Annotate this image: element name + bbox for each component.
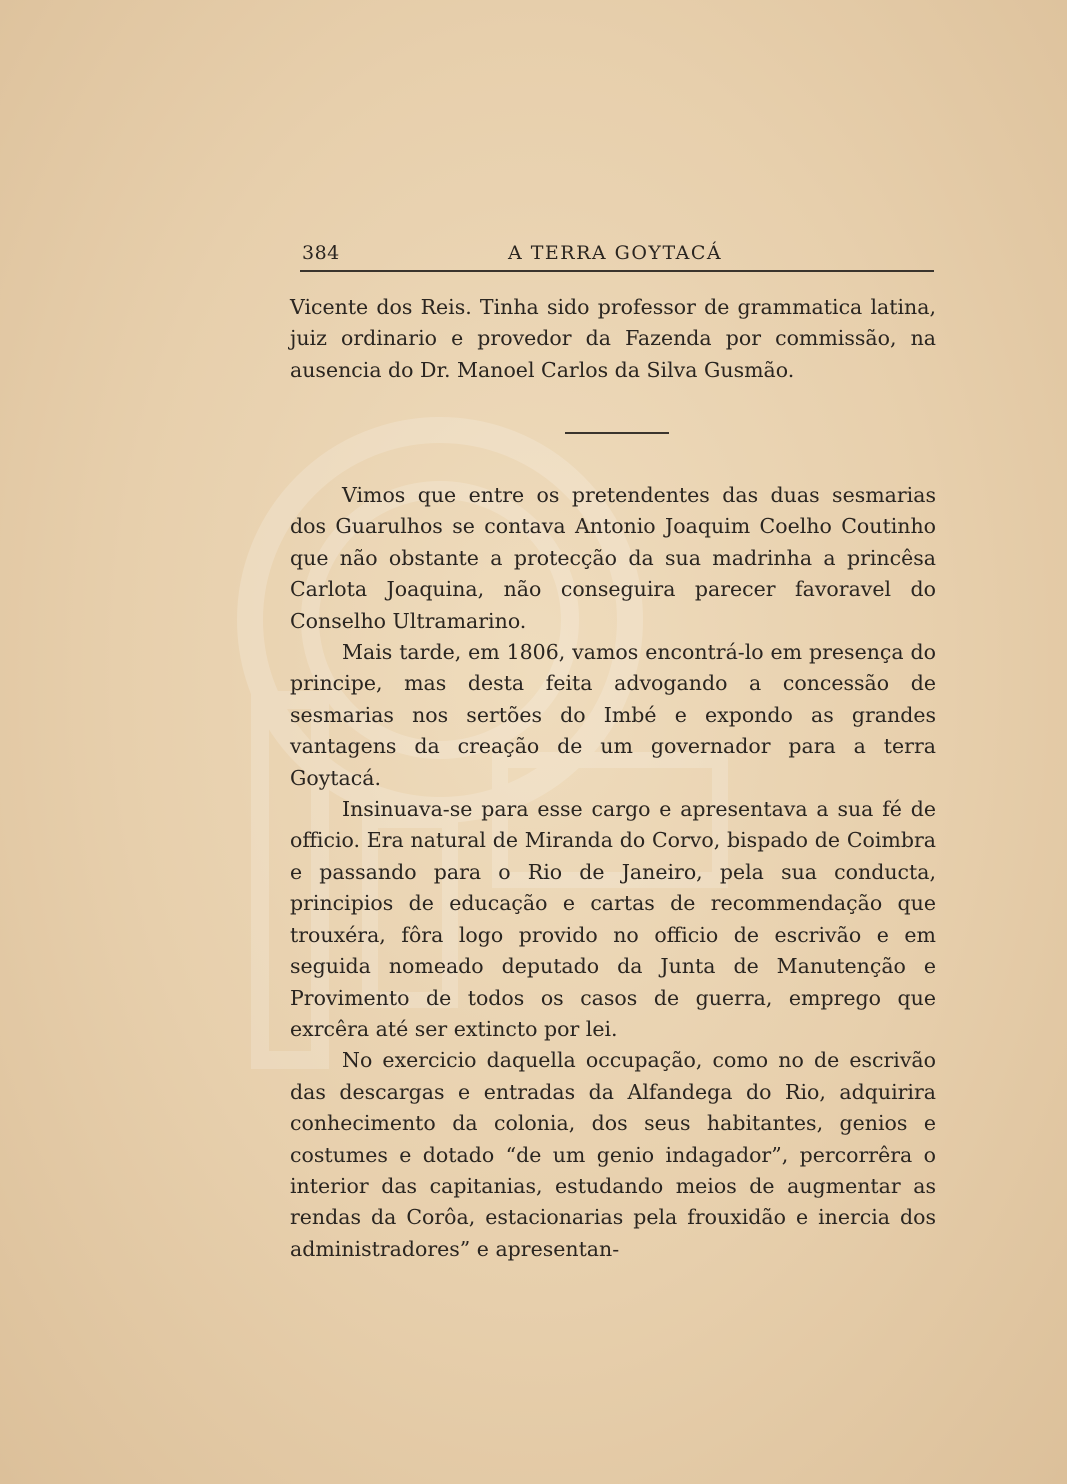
- paragraph: Vicente dos Reis. Tinha sido professor de grammatica latina, juiz ordinario e provedor da Fazenda por commissão, na ausencia do Dr. Manoel Carlos da Silva Gusmão.: [290, 295, 936, 382]
- text-block-main: [290, 480, 936, 1265]
- paragraph: Mais tarde, em 1806, vamos encontrá-lo em presença do principe, mas desta feita advogando a concessão de sesmarias nos sertões do Imbé e expondo as grandes vantagens da creação de um governador para a terra Goytacá.: [290, 640, 936, 790]
- running-title: A TERRA GOYTACÁ: [508, 242, 723, 264]
- paragraph: Insinuava-se para esse cargo e apresentava a sua fé de officio. Era natural de Miranda do Corvo, bispado de Coimbra e passando para o Rio de Janeiro, pela sua conducta, principios de educação e cartas de recommendação que trouxéra, fôra logo provido no officio de escrivão e em seguida nomeado deputado da Junta de Manutenção e Provimento de todos os casos de guerra, emprego que exrcêra até ser extincto por lei.: [290, 797, 936, 1041]
- text-block-top: [290, 292, 936, 386]
- paragraph: No exercicio daquella occupação, como no de escrivão das descargas e entradas da Alfandega do Rio, adquirira conhecimento da colonia, dos seus habitantes, genios e costumes e dotado “de um genio indagador”, percorrêra o interior das capitanias, estudando meios de augmentar as rendas da Corôa, estacionarias pela frouxidão e inercia dos administradores” e apresentan-: [290, 1048, 936, 1261]
- running-header: [300, 240, 934, 272]
- section-separator: [565, 432, 669, 434]
- page-number: 384: [302, 242, 340, 264]
- paragraph: Vimos que entre os pretendentes das duas sesmarias dos Guarulhos se contava Antonio Joaquim Coelho Coutinho que não obstante a protecção da sua madrinha a princêsa Carlota Joaquina, não conseguira parecer favoravel do Conselho Ultramarino.: [290, 483, 936, 633]
